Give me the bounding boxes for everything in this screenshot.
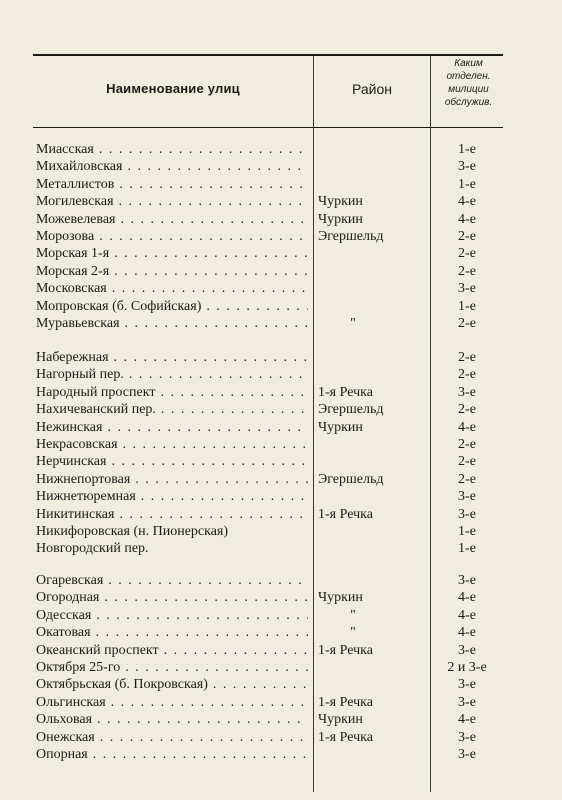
street-name: Муравьевская . . . [36, 315, 308, 332]
police-department: 4-е [458, 625, 476, 641]
district: 1-я Речка [318, 729, 373, 745]
table-row [0, 176, 562, 193]
street-name: Океанский проспект . . . [36, 642, 308, 659]
police-department: 2-е [458, 471, 476, 487]
street-name: Новгородский пер. [36, 541, 149, 557]
street-name: Огаревская . . . [36, 572, 308, 589]
street-name: Морская 1-я . . . [36, 245, 308, 262]
street-name: Можевелевая . . . [36, 211, 308, 228]
police-department: 3-е [458, 159, 476, 175]
district: 1-я Речка [318, 694, 373, 710]
police-department: 3-е [458, 384, 476, 400]
table-row [0, 436, 562, 453]
street-name: Нежинская . . . [36, 419, 308, 436]
police-department: 2-е [458, 367, 476, 383]
police-department: 1-е [458, 176, 476, 192]
police-department: 4-е [458, 712, 476, 728]
police-department: 3-е [458, 281, 476, 297]
header-police-line: Каким [454, 58, 483, 69]
table-row [0, 642, 562, 659]
police-department: 2-е [458, 316, 476, 331]
police-department: 2-е [458, 454, 476, 470]
police-department: 4-е [458, 419, 476, 435]
header-police-department [431, 57, 506, 109]
police-department: 1-е [458, 541, 476, 557]
police-department: 2 и 3-е [447, 660, 487, 675]
table-row [0, 211, 562, 228]
police-department: 4-е [458, 194, 476, 210]
table-row [0, 263, 562, 280]
header-police-line: обслужив. [444, 97, 493, 108]
police-department: 3-е [458, 506, 476, 522]
table-row [0, 298, 562, 315]
district: Чуркин [318, 194, 363, 210]
table-row [0, 384, 562, 401]
table-row [0, 228, 562, 245]
district: 1-я Речка [318, 642, 373, 658]
police-department: 3-е [458, 677, 476, 693]
table-row [0, 280, 562, 297]
police-department: 3-е [458, 729, 476, 745]
police-department: 1-е [458, 298, 476, 314]
street-name: Мопровская (б. Софийская) . . . [36, 298, 308, 315]
police-department: 4-е [458, 590, 476, 606]
street-name: Некрасовская . . . [36, 436, 308, 453]
police-department: 2-е [458, 437, 476, 452]
police-department: 3-е [458, 573, 476, 588]
street-name: Нерчинская . . . [36, 453, 308, 470]
table-row [0, 245, 562, 262]
table-row [0, 523, 562, 540]
street-name: Одесская . . . [36, 607, 308, 624]
police-department: 3-е [458, 642, 476, 658]
street-name: Онежская . . . [36, 729, 308, 746]
street-name: Народный проспект . . . [36, 384, 308, 401]
police-department: 2-е [458, 246, 476, 262]
street-name: Октября 25-го . . . [36, 659, 308, 676]
table-row [0, 158, 562, 175]
district: Чуркин [318, 211, 363, 227]
table-row [0, 659, 562, 676]
district: 1-я Речка [318, 506, 373, 522]
street-name: Никитинская . . . [36, 506, 308, 523]
street-name: Нагорный пер. . . . [36, 366, 308, 383]
district: " [350, 607, 356, 623]
police-department: 2-е [458, 350, 476, 365]
street-name: Никифоровская (н. Пионерская) [36, 524, 229, 539]
table-header-rule [33, 127, 503, 128]
table-row [0, 419, 562, 436]
table-row [0, 349, 562, 366]
street-name: Ольховая . . . [36, 711, 308, 728]
street-name: Опорная . . . [36, 746, 308, 763]
district: Чуркин [318, 712, 363, 728]
table-row [0, 471, 562, 488]
police-department: 1-е [458, 524, 476, 539]
table-row [0, 694, 562, 711]
table-row [0, 624, 562, 641]
police-department: 1-е [458, 142, 476, 157]
street-name: Могилевская . . . [36, 193, 308, 210]
street-name: Ольгинская . . . [36, 694, 308, 711]
street-name: Московская . . . [36, 280, 308, 297]
table-row [0, 729, 562, 746]
table-top-rule [33, 54, 503, 56]
street-name: Огородная . . . [36, 589, 308, 606]
table-row [0, 141, 562, 158]
street-name: Морозова . . . [36, 228, 308, 245]
table-row [0, 488, 562, 505]
district: Чуркин [318, 590, 363, 606]
table-row [0, 315, 562, 332]
header-street-name: Наименование улиц [106, 81, 240, 96]
table-row [0, 572, 562, 589]
district: Чуркин [318, 419, 363, 435]
street-name: Нижнетюремная . . . [36, 488, 308, 505]
police-department: 2-е [458, 229, 476, 244]
street-name: Набережная . . . [36, 349, 308, 366]
header-police-line: милиции [448, 84, 489, 95]
header-police-line: отделен. [446, 71, 491, 82]
table-row [0, 366, 562, 383]
police-department: 3-е [458, 747, 476, 762]
police-department: 4-е [458, 607, 476, 623]
table-row [0, 540, 562, 557]
street-name: Миасская . . . [36, 141, 308, 158]
table-row [0, 746, 562, 763]
district: Эгершельд [318, 402, 384, 418]
police-department: 2-е [458, 402, 476, 418]
table-row [0, 676, 562, 693]
street-name: Октябрьская (б. Покровская) . . . [36, 676, 308, 693]
street-name: Окатовая . . . [36, 624, 308, 641]
street-name: Нижнепортовая . . . [36, 471, 308, 488]
police-department: 2-е [458, 263, 476, 279]
street-name: Морская 2-я . . . [36, 263, 308, 280]
district: Эгершельд [318, 229, 384, 244]
table-row [0, 401, 562, 418]
street-name: Металлистов . . . [36, 176, 308, 193]
district: " [350, 625, 356, 641]
district: Эгершельд [318, 471, 384, 487]
street-name: Михайловская . . . [36, 158, 308, 175]
table-row [0, 711, 562, 728]
police-department: 3-е [458, 694, 476, 710]
police-department: 4-е [458, 211, 476, 227]
header-district: Район [352, 81, 392, 97]
table-row [0, 506, 562, 523]
table-row [0, 453, 562, 470]
street-name: Нахичеванский пер. . . . [36, 401, 308, 418]
table-row [0, 193, 562, 210]
district: " [350, 316, 356, 331]
table-row [0, 607, 562, 624]
district: 1-я Речка [318, 384, 373, 400]
police-department: 3-е [458, 489, 476, 505]
table-row [0, 589, 562, 606]
